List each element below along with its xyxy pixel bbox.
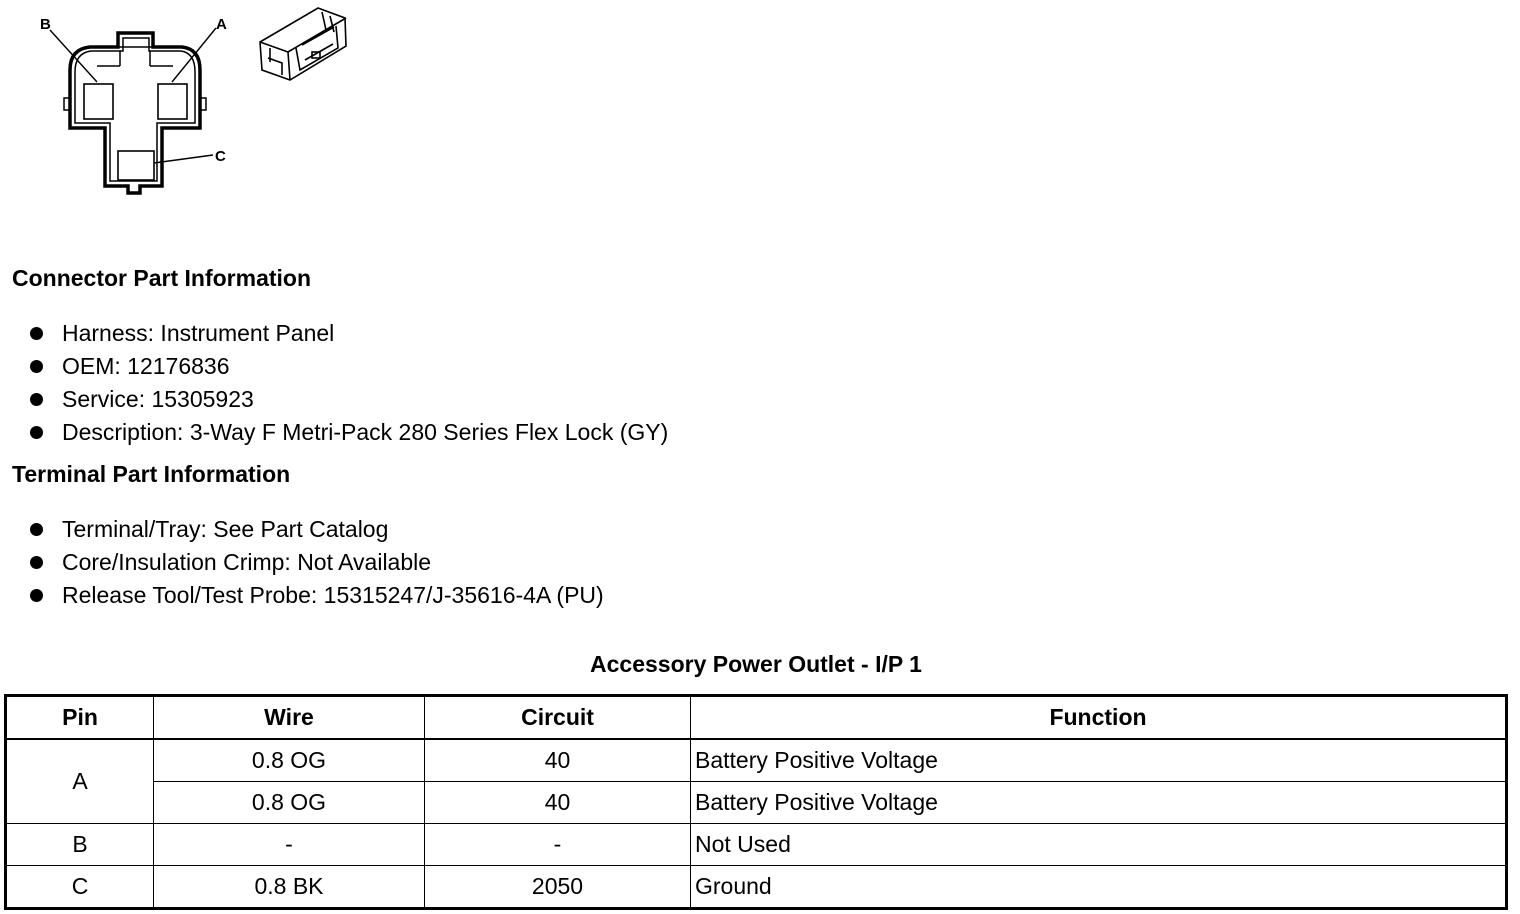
- cell-pin: B: [6, 824, 154, 866]
- header-pin: Pin: [6, 696, 154, 740]
- cell-wire: 0.8 OG: [154, 739, 425, 782]
- bullet-icon: [30, 426, 43, 439]
- header-function: Function: [691, 696, 1507, 740]
- bullet-icon: [30, 556, 43, 569]
- table-row: [6, 739, 1507, 782]
- cell-wire: 0.8 OG: [154, 782, 425, 824]
- cell-function: Ground: [691, 866, 1507, 909]
- list-item: [30, 317, 668, 350]
- cavity-b: [84, 84, 113, 119]
- cell-pin: A: [6, 739, 154, 824]
- cell-circuit: 2050: [425, 866, 691, 909]
- cell-pin: C: [6, 866, 154, 909]
- table-row: [6, 782, 1507, 824]
- list-item: [30, 416, 668, 449]
- list-item-text: Service: 15305923: [62, 386, 254, 412]
- cell-circuit: 40: [425, 739, 691, 782]
- pinout-table: [4, 694, 1508, 910]
- list-item-text: Description: 3-Way F Metri-Pack 280 Series Flex Lock (GY): [62, 419, 669, 445]
- bullet-icon: [30, 523, 43, 536]
- bullet-icon: [30, 589, 43, 602]
- connector-face-view: [50, 28, 216, 193]
- list-item-text: Terminal/Tray: See Part Catalog: [62, 516, 389, 542]
- table-row: [6, 866, 1507, 909]
- list-item: [30, 546, 604, 579]
- cavity-label-b: B: [40, 16, 51, 33]
- table-row: [6, 824, 1507, 866]
- cell-wire: 0.8 BK: [154, 866, 425, 909]
- list-item-text: Harness: Instrument Panel: [62, 320, 335, 346]
- cavity-label-a: A: [216, 16, 227, 33]
- list-item-text: OEM: 12176836: [62, 353, 230, 379]
- list-item-text: Core/Insulation Crimp: Not Available: [62, 549, 432, 575]
- connector-part-info-list: [30, 317, 668, 449]
- bullet-icon: [30, 360, 43, 373]
- table-header-row: [6, 696, 1507, 740]
- list-item: [30, 383, 668, 416]
- connector-part-info-heading: Connector Part Information: [12, 265, 312, 291]
- cell-function: Battery Positive Voltage: [691, 782, 1507, 824]
- bullet-icon: [30, 327, 43, 340]
- terminal-part-info-list: [30, 513, 604, 612]
- cell-circuit: -: [425, 824, 691, 866]
- pinout-table-title: Accessory Power Outlet - I/P 1: [590, 651, 922, 677]
- list-item: [30, 350, 668, 383]
- cavity-label-c: C: [215, 148, 226, 165]
- connector-isometric-sketch: [260, 8, 346, 80]
- list-item: [30, 513, 604, 546]
- cavity-c: [118, 151, 154, 180]
- bullet-icon: [30, 393, 43, 406]
- header-wire: Wire: [154, 696, 425, 740]
- cell-circuit: 40: [425, 782, 691, 824]
- terminal-part-info-heading: Terminal Part Information: [12, 461, 291, 487]
- cell-function: Battery Positive Voltage: [691, 739, 1507, 782]
- cavity-a: [158, 84, 187, 119]
- cell-wire: -: [154, 824, 425, 866]
- list-item: [30, 579, 604, 612]
- list-item-text: Release Tool/Test Probe: 15315247/J-35616-4A (PU): [62, 582, 604, 608]
- header-circuit: Circuit: [425, 696, 691, 740]
- cell-function: Not Used: [691, 824, 1507, 866]
- connector-diagram: [0, 0, 380, 215]
